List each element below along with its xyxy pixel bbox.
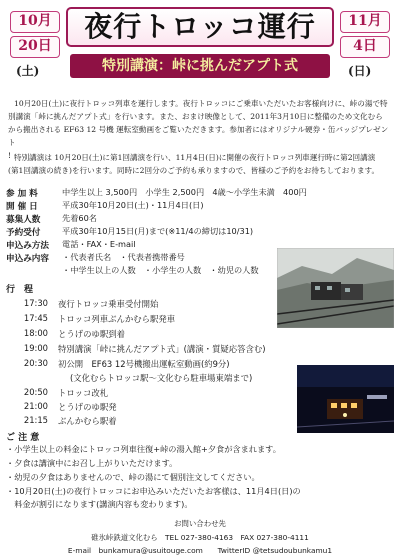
schedule-text: 初公開 EF63 12号機搬出運転室動画(約9分): [58, 359, 230, 369]
info-label-reservation: 予約受付: [6, 228, 41, 238]
train-photo-night: [297, 365, 394, 433]
date-right-month: 11月: [340, 11, 390, 33]
date-right-day: 4日: [340, 36, 390, 58]
schedule-text: トロッコ列車ぶんかむら駅発車: [58, 314, 176, 324]
contact-email: E-mail bunkamura@usuitouge.com TwitterID @tetsudoubunkamu1: [67, 546, 333, 555]
intro-line: !: [8, 151, 12, 160]
info-value-content-2: ・中学生以上の人数 ・小学生の人数 ・幼児の人数: [62, 265, 259, 275]
day-left: (土): [16, 64, 40, 78]
subtitle: 特別講演：峠に挑んだアプト式: [102, 58, 298, 74]
intro-line: 特別講演は 10月20日(土)に第1回講演を行い、11月4日(日)に開催の夜行トロッコ列車運行時に第2回講演: [14, 153, 376, 162]
schedule-text: 特別講演「峠に挑んだアプト式」(講演・質疑応答含む): [58, 344, 266, 354]
date-left-month: 10月: [10, 11, 60, 33]
info-value-capacity: 先着60名: [62, 213, 97, 223]
schedule-text: 夜行トロッコ乗車受付開始: [58, 299, 159, 309]
schedule-time: 21:15: [23, 415, 48, 425]
intro-line: 10月20日(土)に夜行トロッコ列車を運行します。夜行トロッコにご乗車いただいたお客様向けに、峠の湯で特: [14, 99, 388, 108]
schedule-time: 21:00: [23, 401, 48, 411]
info-value-fee: 中学生以上 3,500円 小学生 2,500円 4歳～小学生未満 400円: [62, 187, 307, 197]
schedule-text: とうげのゆ駅到着: [58, 329, 125, 339]
info-value-reservation: 平成30年10月15日(月)まで(※11/4の締切は10/31): [62, 226, 254, 236]
info-label-fee: 参 加 料: [6, 189, 38, 199]
schedule-time: 18:00: [23, 328, 48, 338]
intro-paragraph-2: [8, 151, 392, 177]
notes-heading: ご 注 意: [6, 433, 40, 443]
page-title: 夜行トロッコ運行: [84, 10, 316, 43]
info-value-date: 平成30年10月20日(土)・11月4日(日): [62, 200, 204, 210]
note-item: ・夕食は講演中にお召し上がりいただけます。: [6, 458, 178, 468]
schedule-text: トロッコ改札: [58, 388, 109, 398]
train-photo-day: [277, 248, 394, 328]
info-value-method: 電話・FAX・E-mail: [62, 239, 136, 249]
schedule-text: ぶんかむら駅着: [58, 416, 117, 426]
contact-phone: 碓氷峠鉄道文化むら TEL 027-380-4163 FAX 027-380-4111: [91, 533, 309, 542]
day-right: (日): [348, 64, 372, 78]
note-item: 料金が割引になります(講演内容も変わります)。: [6, 499, 193, 509]
schedule-time: 20:30: [23, 358, 48, 368]
date-left-day: 20日: [10, 36, 60, 58]
contact-heading: お問い合わせ先: [174, 519, 226, 528]
schedule-text: とうげのゆ駅発: [58, 402, 117, 412]
schedule-text: (文化むらトロッコ駅～文化むら駐車場東端まで): [70, 373, 253, 383]
schedule-heading: 行 程: [6, 285, 34, 295]
info-label-date: 開 催 日: [6, 202, 38, 212]
intro-line: 別講演「峠に挑んだアプト式」を行います。また、おまけ映像として、2011年3月10日に整備のため文化むら: [8, 112, 383, 121]
note-item: ・幼児の夕食はありませんので、峠の湯にて個別注文してください。: [6, 472, 260, 482]
intro-line: (第1回講演の続き)を行います。同時に2回分のご予約も承りますので、皆様のご予約をお待ちしております。: [8, 166, 380, 175]
info-label-capacity: 募集人数: [6, 215, 41, 225]
note-item: ・10月20日(土)の夜行トロッコにお申込みいただいたお客様は、11月4日(日)の: [6, 486, 301, 496]
schedule-time: 20:50: [23, 387, 48, 397]
schedule-time: 17:30: [23, 298, 48, 308]
info-label-method: 申込み方法: [6, 241, 49, 251]
schedule-time: 19:00: [23, 343, 48, 353]
note-item: ・小学生以上の料金にトロッコ列車往復+峠の湯入館+夕食が含まれます。: [6, 444, 281, 454]
intro-line: から搬出される EF63 12 号機 運転室動画をご覧いただきます。参加者にはオリジナル硬券・缶バッジプレゼント: [8, 125, 389, 147]
info-value-content-1: ・代表者氏名 ・代表者携帯番号: [62, 252, 185, 262]
info-label-content: 申込み内容: [6, 254, 49, 264]
schedule-time: 17:45: [23, 313, 48, 323]
